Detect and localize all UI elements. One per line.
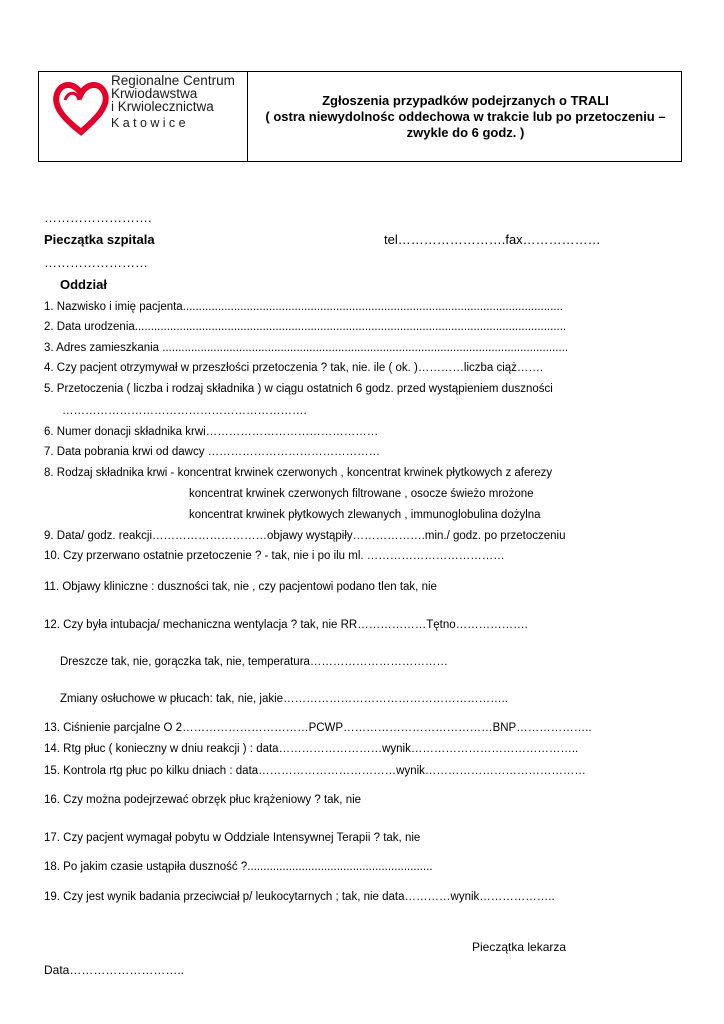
hospital-dots-top[interactable]: ……………………. <box>44 210 152 225</box>
date-field[interactable]: Data……………………….. <box>44 963 185 977</box>
item-12-intubation[interactable]: 12. Czy była intubacja/ mechaniczna wentylacja ? tak, nie RR………………Tętno………………. <box>44 619 528 631</box>
header-box <box>38 71 682 162</box>
item-18-dyspnea-resolution[interactable]: 18. Po jakim czasie ustąpiła duszność ?.......................................................... <box>44 861 433 873</box>
tel-fax-field[interactable]: tel…………………….fax……………… <box>384 232 601 247</box>
logo-line-2: Krwiodawstwa <box>111 86 198 101</box>
logo-line-1: Regionalne Centrum <box>111 73 235 88</box>
item-17-icu[interactable]: 17. Czy pacjent wymagał pobytu w Oddziale Intensywnej Terapii ? tak, nie <box>44 832 421 844</box>
auscultation-row[interactable]: Zmiany osłuchowe w płucach: tak, nie, jakie………………………………………………….. <box>60 693 508 705</box>
item-14-xray[interactable]: 14. Rtg płuc ( konieczny w dniu reakcji ) : data………………………wynik…………………………………….. <box>44 743 579 755</box>
title-line-3: zwykle do 6 godz. ) <box>406 124 525 140</box>
ward-label: Oddział <box>60 277 107 292</box>
item-4-previous-transfusions[interactable]: 4. Czy pacjent otrzymywał w przeszłości przetoczenia ? tak, nie. ile ( ok. )…………liczba ciąż……. <box>44 362 544 374</box>
item-13-pressure[interactable]: 13. Ciśnienie parcjalne O 2……………………………PCWP…………………………………BNP……………….. <box>44 722 592 734</box>
item-1-patient-name[interactable]: 1. Nazwisko i imię pacjenta....................................................................................................................... <box>44 301 563 313</box>
chills-fever-row[interactable]: Dreszcze tak, nie, gorączka tak, nie, temperatura……………………………… <box>60 656 448 668</box>
item-16-cardiogenic-edema[interactable]: 16. Czy można podejrzewać obrzęk płuc krążeniowy ? tak, nie <box>44 794 362 806</box>
item-19-antibodies[interactable]: 19. Czy jest wynik badania przeciwciał p/ leukocytarnych ; tak, nie data…………wynik……………….. <box>44 891 555 903</box>
logo-line-3: i Krwiolecznictwa <box>111 99 214 114</box>
item-7-collection-date[interactable]: 7. Data pobrania krwi od dawcy ……………………………………… <box>44 446 381 458</box>
item-8-line-2[interactable]: koncentrat krwinek czerwonych filtrowane , osocze świeżo mrożone <box>189 488 534 500</box>
item-3-address[interactable]: 3. Adres zamieszkania ............................................................................................................................... <box>44 342 569 354</box>
item-15-xray-control[interactable]: 15. Kontrola rtg płuc po kilku dniach : data………………………………wynik…………………………………… <box>44 765 586 777</box>
heart-logo-icon <box>51 78 111 138</box>
title-line-1: Zgłoszenia przypadków podejrzanych o TRALI <box>322 92 609 108</box>
item-9-reaction-time[interactable]: 9. Data/ godz. reakcji…………………………objawy wystąpiły……………….min./ godz. po przetoczeniu <box>44 530 566 542</box>
item-11-clinical-symptoms[interactable]: 11. Objawy kliniczne : duszności tak, nie , czy pacjentowi podano tlen tak, nie <box>44 581 437 593</box>
title-line-2: ( ostra niewydolnośc oddechowa w trakcie lub po przetoczeniu – <box>265 108 666 124</box>
hospital-stamp-label: Pieczątka szpitala <box>44 232 155 247</box>
item-8-line-3[interactable]: koncentrat krwinek płytkowych zlewanych , immunoglobulina dożylna <box>189 509 541 521</box>
item-5-transfusions: 5. Przetoczenia ( liczba i rodzaj składnika ) w ciągu ostatnich 6 godz. przed wystąpieniem duszności <box>44 383 553 395</box>
logo <box>51 78 111 138</box>
hospital-dots-bottom[interactable]: …………………… <box>44 255 148 270</box>
doctor-stamp-label: Pieczątka lekarza <box>472 940 567 954</box>
item-10-stopped-transfusion[interactable]: 10. Czy przerwano ostatnie przetoczenie ? - tak, nie i po ilu ml. ……………………………… <box>44 550 505 562</box>
form-title <box>248 72 683 161</box>
item-5-dots[interactable]: ………………………………………………………. <box>62 405 307 417</box>
item-6-donation-number[interactable]: 6. Numer donacji składnika krwi……………………………………… <box>44 426 379 438</box>
item-2-birth-date[interactable]: 2. Data urodzenia....................................................................................................................................... <box>44 321 567 333</box>
item-8-component-type[interactable]: 8. Rodzaj składnika krwi - koncentrat krwinek czerwonych , koncentrat krwinek płytkowych z aferezy <box>44 467 553 479</box>
logo-city: Katowice <box>111 116 189 130</box>
